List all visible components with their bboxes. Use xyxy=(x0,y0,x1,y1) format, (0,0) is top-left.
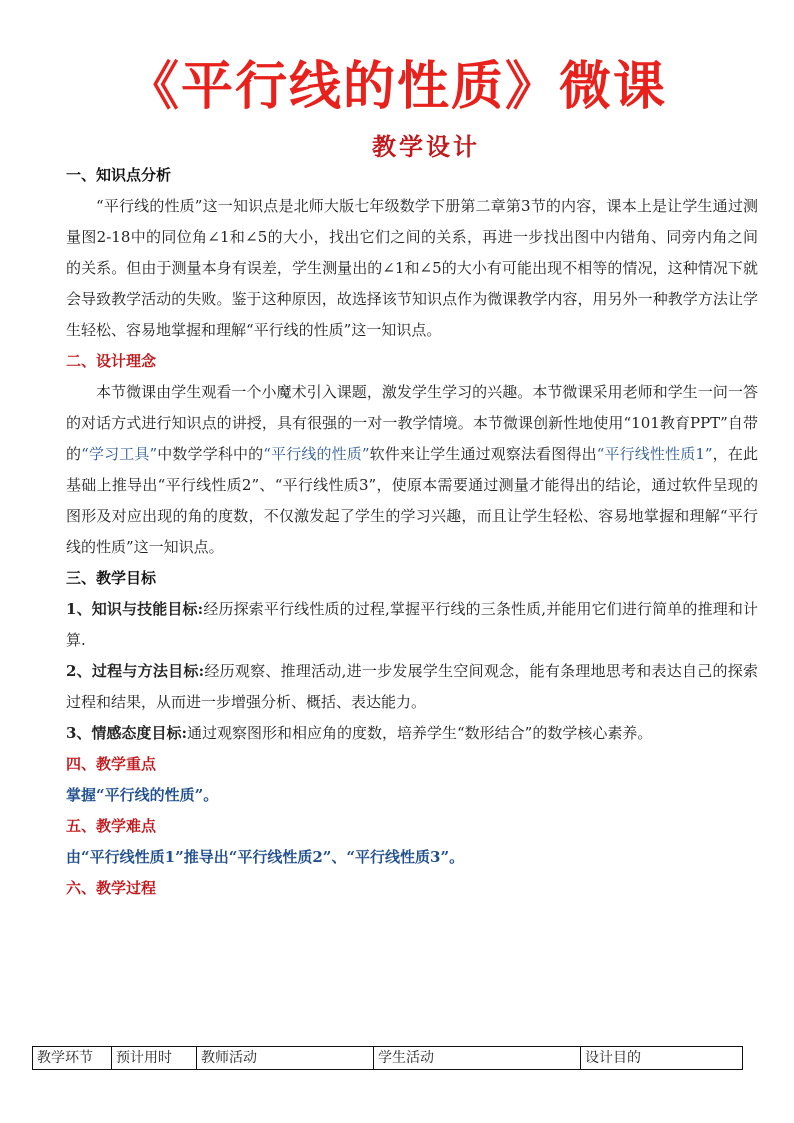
objective-process-method-label: 2、过程与方法目标: xyxy=(66,662,205,680)
design-concept-text-3: 软件来让学生通过观察法看图得出 xyxy=(369,445,597,463)
document-title: 《平行线的性质》微课 xyxy=(126,57,667,117)
table-header-row xyxy=(33,1047,743,1070)
table-header-stage: 教学环节 xyxy=(33,1047,112,1070)
document-body xyxy=(66,160,758,904)
objective-process-method-text: 经历观察、推理活动,进一步发展学生空间观念，能有条理地思考和表达自己的探索过程和结果，从而进一步增强分析、概括、表达能力。 xyxy=(66,662,758,711)
design-concept-highlight-learning-tool: “学习工具” xyxy=(81,445,158,463)
teaching-process-table xyxy=(32,1046,743,1070)
section-heading-design-concept: 二、设计理念 xyxy=(66,352,157,370)
section-heading-teaching-objectives: 三、教学目标 xyxy=(66,569,157,587)
objective-knowledge-skills-text: 经历探索平行线性质的过程,掌握平行线的三条性质,并能用它们进行简单的推理和计算. xyxy=(66,600,758,649)
objective-knowledge-skills xyxy=(66,594,758,656)
design-concept-text-4: ，在此基础上推导出“平行线性质2”、“平行线性质3”，使原本需要通过测量才能得出的结论，通过软件呈现的图形及对应出现的角的度数，不仅激发起了学生的学习兴趣，而且让学生轻松、容易地掌握和理解“平行线的性质”这一知识点。 xyxy=(66,445,758,556)
section-heading-difficulties: 五、教学难点 xyxy=(66,817,157,835)
table-header-teacher-activity: 教师活动 xyxy=(197,1047,374,1070)
knowledge-analysis-paragraph: “平行线的性质”这一知识点是北师大版七年级数学下册第二章第3节的内容，课本上是让学生通过测量图2-18中的同位角∠1和∠5的大小，找出它们之间的关系，再进一步找出图中内错角、同旁内角之间的关系。但由于测量本身有误差，学生测量出的∠1和∠5的大小有可能出现不相等的情况，这种情况下就会导致教学活动的失败。鉴于这种原因，故选择该节知识点作为微课教学内容，用另外一种教学方法让学生轻松、容易地掌握和理解“平行线的性质”这一知识点。 xyxy=(66,197,758,339)
document-subtitle: 教学设计 xyxy=(372,132,480,161)
design-concept-paragraph xyxy=(66,377,758,563)
section-heading-teaching-process: 六、教学过程 xyxy=(66,879,157,897)
table-header-estimated-time: 预计用时 xyxy=(112,1047,197,1070)
design-concept-highlight-software: “平行线的性质” xyxy=(263,445,370,463)
objective-emotion-attitude xyxy=(66,718,758,749)
objective-emotion-attitude-label: 3、情感态度目标: xyxy=(66,724,187,742)
section-heading-knowledge-analysis: 一、知识点分析 xyxy=(66,166,172,184)
design-concept-text-2: 中数学学科中的 xyxy=(157,445,264,463)
objective-emotion-attitude-text: 通过观察图形和相应角的度数，培养学生“数形结合”的数学核心素养。 xyxy=(186,724,653,742)
objective-knowledge-skills-label: 1、知识与技能目标: xyxy=(66,600,204,618)
difficulties-text: 由“平行线性质1”推导出“平行线性质2”、“平行线性质3”。 xyxy=(66,848,465,866)
design-concept-text-1: 本节微课由学生观看一个小魔术引入课题，激发学生学习的兴趣。本节微课采用老师和学生一问一答的对话方式进行知识点的讲授，具有很强的一对一教学情境。本节微课创新性地使用“101教育PPT”自带的 xyxy=(66,383,758,463)
objective-process-method xyxy=(66,656,758,718)
section-heading-key-points: 四、教学重点 xyxy=(66,755,157,773)
table-header-design-purpose: 设计目的 xyxy=(581,1047,743,1070)
design-concept-highlight-property-1: “平行线性性质1” xyxy=(596,445,713,463)
key-points-text: 掌握“平行线的性质”。 xyxy=(66,786,219,804)
table-header-student-activity: 学生活动 xyxy=(374,1047,581,1070)
